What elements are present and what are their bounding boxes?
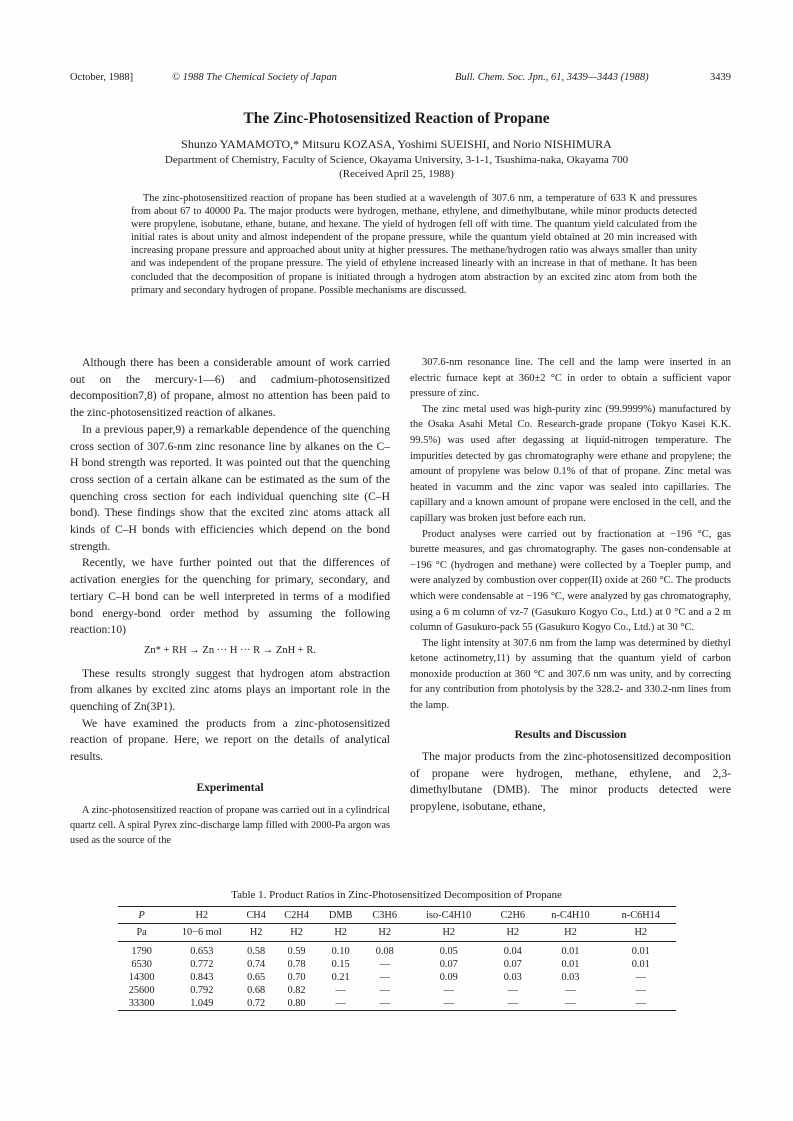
col-header-ch4: CH4 xyxy=(238,907,274,924)
abstract: The zinc-photosensitized reaction of propane has been studied at a wavelength of 307.6 nm, a temperature of 633 K and pressures from about 67 to 40000 Pa. The major products were hydrogen, methane, ethylene, and dimethylbutane, while minor products detected were propylene, isobutane, ethane, butane, and hexane. The yield of hydrogen fell off with time. The quantum yield calculated from the initial rates is about unity and almost independent of the propane pressure, while the quantum yield obtained at 20 min increased with increasing propane pressure and approached about unity at higher pressures. The methane/hydrogen ratio was always smaller than unity and was independent of the propane pressure. The yield of ethylene increased linearly with an increase in that of methane. It has been concluded that the decomposition of propane is initiated through a hydrogen atom abstraction by an excited zinc atom from both the primary and secondary hydrogen of propane. Possible mechanisms are discussed. xyxy=(131,193,697,296)
table-row xyxy=(118,997,676,1011)
authors: Shunzo YAMAMOTO,* Mitsuru KOZASA, Yoshimi SUEISHI, and Norio NISHIMURA xyxy=(181,137,612,151)
reaction-equation: Zn* + RH → Zn ··· H ··· R → ZnH + R. xyxy=(144,644,316,656)
table-cell: 0.04 xyxy=(503,946,522,957)
table-cell: — xyxy=(507,985,518,996)
header-copyright: © 1988 The Chemical Society of Japan xyxy=(172,72,337,83)
right-column xyxy=(410,355,731,815)
unit-dmb: H2 xyxy=(319,924,362,942)
table-cell: 0.09 xyxy=(439,972,458,983)
table-cell: — xyxy=(379,959,390,970)
table-cell: — xyxy=(635,985,646,996)
experimental-paragraph-3: The zinc metal used was high-purity zinc (99.9999%) manufactured by the Osaka Asahi Metal Co. Research-grade propane (Tokyo Kasei K.K. 99.5%) was used after degassing at liquid-nitrogen temperature. The impurities detected by gas chromatography were ethane and propylene; the amount of propylene was below 0.1% of that of propane. Zinc metal was heated in vacumm and the zinc vapor was sealed into capillaries. The capillary and a known amount of propane were enclosed in the cell, and the capillary was broken just before each run. xyxy=(410,403,731,524)
intro-paragraph-5: We have examined the products from a zinc-photosensitized reaction of propane. Here, we report on the details of analytical results. xyxy=(70,716,390,764)
table-cell: — xyxy=(606,997,676,1011)
table-cell: 0.78 xyxy=(287,959,306,970)
table-cell: 0.792 xyxy=(190,985,214,996)
table-cell: 0.01 xyxy=(631,959,650,970)
table-row xyxy=(118,942,676,959)
results-paragraph-1: The major products from the zinc-photosensitized decomposition of propane were hydrogen, methane, ethylene, and 2,3-dimethylbutane (DMB). The minor products detected were propylene, isobutane, ethane, xyxy=(410,750,731,813)
intro-paragraph-1: Although there has been a considerable amount of work carried out on the mercury-1—6) and cadmium-photosensitized decomposition7,8) of propane, almost no attention has been paid to the zinc-photosensitized reaction of alkanes. xyxy=(70,356,390,420)
table-cell: 33300 xyxy=(118,997,165,1011)
intro-paragraph-4: These results strongly suggest that hydrogen atom abstraction from alkanes by excited zinc atoms plays an important role in the quenching of Zn(3P1). xyxy=(70,666,390,714)
experimental-paragraph-1: A zinc-photosensitized reaction of propane was carried out in a cylindrical quartz cell. A spiral Pyrex zinc-discharge lamp filled with 2000-Pa argon was used as the source of the xyxy=(70,804,390,847)
table-row xyxy=(118,971,676,984)
table-cell: — xyxy=(319,997,362,1011)
table-units-row xyxy=(118,924,676,942)
col-header-c2h6: C2H6 xyxy=(490,907,535,924)
col-header-n-c4h10: n-C4H10 xyxy=(535,907,605,924)
table-cell: 0.653 xyxy=(190,946,214,957)
unit-ch4: H2 xyxy=(238,924,274,942)
unit-n-c6h14: H2 xyxy=(606,924,676,942)
table-cell: — xyxy=(535,997,605,1011)
col-header-c2h4: C2H4 xyxy=(274,907,319,924)
table-cell: 0.68 xyxy=(247,985,266,996)
col-header-iso-c4h10: iso-C4H10 xyxy=(407,907,490,924)
col-header-n-c6h14: n-C6H14 xyxy=(606,907,676,924)
table-cell: 0.70 xyxy=(287,972,306,983)
table-cell: 0.01 xyxy=(561,959,580,970)
col-header-pressure: P xyxy=(118,907,165,924)
table-cell: 0.59 xyxy=(287,946,306,957)
table-cell: — xyxy=(490,997,535,1011)
unit-n-c4h10: H2 xyxy=(535,924,605,942)
table-cell: 0.08 xyxy=(375,946,394,957)
unit-iso-c4h10: H2 xyxy=(407,924,490,942)
experimental-paragraph-5: The light intensity at 307.6 nm from the lamp was determined by diethyl ketone actinometry,11) by assuming that the quantum yield of carbon monoxide production at 360 °C and 307.6 nm was unity, and by correcting for any contribution from photolysis by the 328.2- and 330.2-nm lines from the lamp. xyxy=(410,637,731,712)
header-date: October, 1988] xyxy=(70,72,134,83)
experimental-paragraph-4: Product analyses were carried out by fractionation at −196 °C, gas burette measures, and gas chromatography. The gases non-condensable at −196 °C (hydrogen and methane) were collected by a Toepler pump, and were analyzed by combustion over copper(II) oxide at 260 °C. The products which were condensable at −196 °C, were analyzed by gas chromatography, using a 6 m column of vz-7 (Gasukuro Kogyo Co., Ltd.) at 0 °C and a 2 m column of Gasukuro-pack 55 (Gasukuro Kogyo Co., Ltd.) at 30 °C. xyxy=(410,528,731,634)
table-cell: 25600 xyxy=(128,985,155,996)
table-cell: 0.07 xyxy=(503,959,522,970)
unit-pressure: Pa xyxy=(118,924,165,942)
intro-paragraph-3: Recently, we have further pointed out that the differences of activation energies for the quenching for primary, secondary, and tertiary C–H bond can be well interpreted in terms of a modified bond energy-bond order method by assuming the following reaction:10) xyxy=(70,556,390,637)
product-ratio-table xyxy=(118,906,676,1011)
paper-title: The Zinc-Photosensitized Reaction of Propane xyxy=(243,110,550,127)
header-journal: Bull. Chem. Soc. Jpn., 61, 3439—3443 (1988) xyxy=(455,72,649,83)
table-cell: — xyxy=(635,972,646,983)
table-cell: 0.03 xyxy=(561,972,580,983)
table-cell: — xyxy=(379,985,390,996)
table-cell: 1.049 xyxy=(165,997,238,1011)
table-cell: 0.01 xyxy=(561,946,580,957)
table-row xyxy=(118,958,676,971)
unit-c3h6: H2 xyxy=(362,924,407,942)
table-cell: 0.843 xyxy=(190,972,214,983)
table-cell: 0.15 xyxy=(331,959,350,970)
header-page-number: 3439 xyxy=(710,72,731,83)
table-cell: 14300 xyxy=(128,972,155,983)
col-header-h2: H2 xyxy=(165,907,238,924)
received-date: (Received April 25, 1988) xyxy=(339,168,454,180)
table-cell: 0.03 xyxy=(503,972,522,983)
table-cell: 0.58 xyxy=(247,946,266,957)
table-cell: — xyxy=(407,997,490,1011)
intro-paragraph-2: In a previous paper,9) a remarkable dependence of the quenching cross section of 307.6-nm zinc resonance line by alkanes on the C–H bond strength was reported. It was pointed out that the quenching cross section of a certain alkane can be estimated as the sum of the quenching cross section for each individual quenching site (C–H bond). These findings show that the excited zinc atoms attack all kinds of C–H bonds with efficiencies which depend on the bond strength. xyxy=(70,422,390,553)
unit-c2h6: H2 xyxy=(490,924,535,942)
table-cell: 0.10 xyxy=(331,946,350,957)
table-row xyxy=(118,984,676,997)
table-cell: 0.07 xyxy=(439,959,458,970)
table-cell: 0.772 xyxy=(190,959,214,970)
col-header-dmb: DMB xyxy=(319,907,362,924)
table-cell: 6530 xyxy=(131,959,152,970)
table-cell: — xyxy=(362,997,407,1011)
table-header-row xyxy=(118,907,676,924)
table-cell: — xyxy=(379,972,390,983)
table-caption: Table 1. Product Ratios in Zinc-Photosensitized Decomposition of Propane xyxy=(231,889,562,901)
experimental-heading: Experimental xyxy=(196,781,264,794)
affiliation: Department of Chemistry, Faculty of Science, Okayama University, 3-1-1, Tsushima-naka, Okayama 700 xyxy=(164,154,629,166)
running-header xyxy=(70,72,731,88)
results-heading: Results and Discussion xyxy=(514,728,627,741)
table-cell: 0.01 xyxy=(631,946,650,957)
table-cell: 1790 xyxy=(131,946,152,957)
table-cell: — xyxy=(443,985,454,996)
col-header-c3h6: C3H6 xyxy=(362,907,407,924)
table-cell: — xyxy=(565,985,576,996)
left-column xyxy=(70,355,390,849)
table-cell: 0.72 xyxy=(238,997,274,1011)
table-cell: 0.21 xyxy=(331,972,350,983)
unit-c2h4: H2 xyxy=(274,924,319,942)
unit-h2: 10−6 mol xyxy=(165,924,238,942)
table-cell: — xyxy=(335,985,346,996)
table-cell: 0.80 xyxy=(274,997,319,1011)
table-cell: 0.05 xyxy=(439,946,458,957)
table-cell: 0.74 xyxy=(247,959,266,970)
experimental-paragraph-2: 307.6-nm resonance line. The cell and the lamp were inserted in an electric furnace kept at 360±2 °C in order to obtain a sufficient vapor pressure of zinc. xyxy=(410,357,731,400)
table-cell: 0.65 xyxy=(247,972,266,983)
table-cell: 0.82 xyxy=(287,985,306,996)
